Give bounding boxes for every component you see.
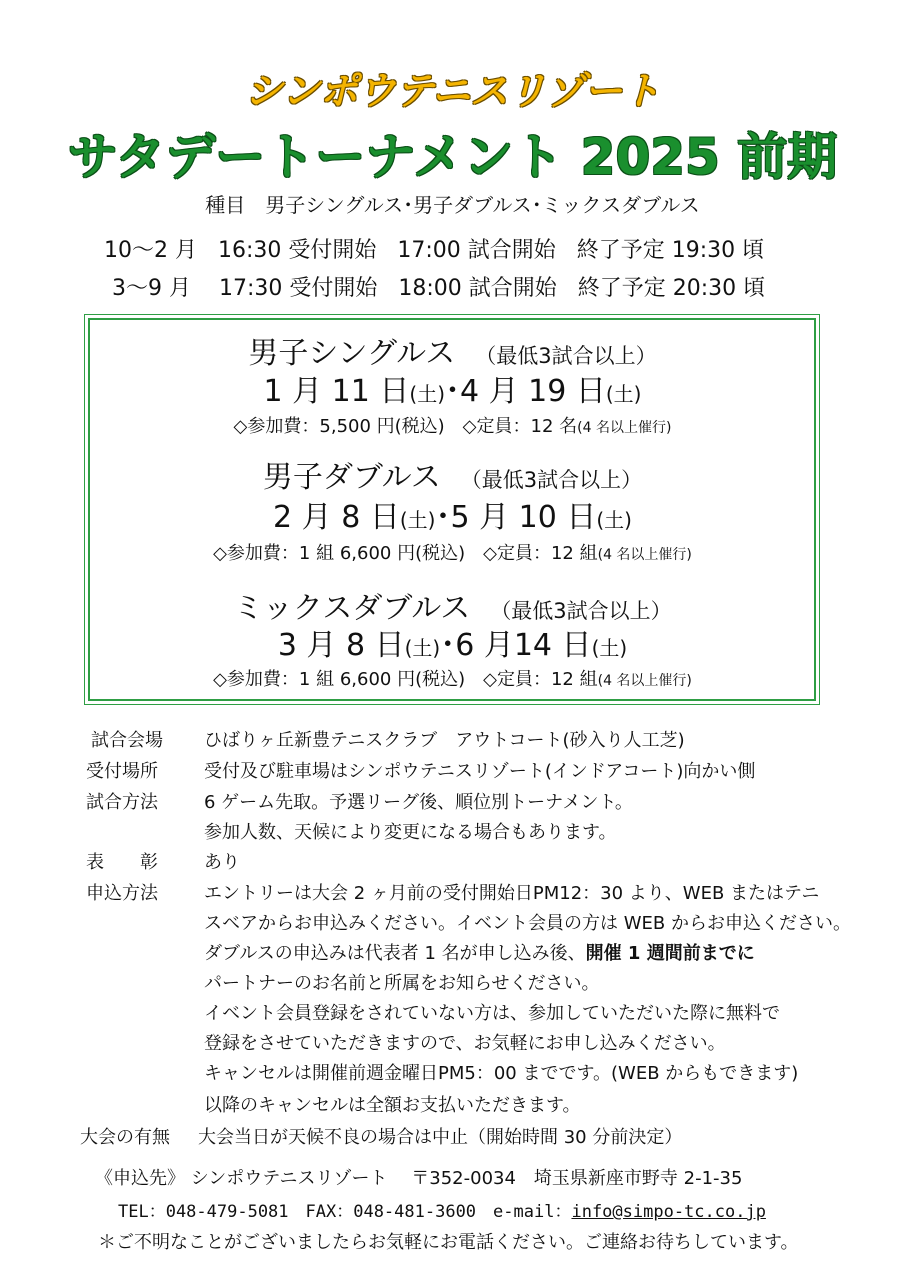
reception-text: 受付及び駐車場はシンポウテニスリゾート(インドアコート)向かい側	[204, 761, 756, 782]
apply-deadline-emphasis: 開催 1 週間前までに	[585, 943, 755, 964]
apply-text-4: パートナーのお名前と所属をお知らせください。	[204, 973, 600, 994]
events-line: 種目 男子シングルス･男子ダブルス･ミックスダブルス	[205, 193, 700, 217]
schedule-reception: 17:30 受付開始	[218, 276, 378, 301]
date-2: ･5 月 10 日	[435, 500, 597, 535]
apply-text-2: スベアからお申込みください。イベント会員の方は WEB からお申込ください。	[204, 913, 851, 934]
apply-text-3	[204, 939, 755, 965]
format-text-1: 6 ゲーム先取。予選リーグ後、順位別トーナメント。	[204, 792, 633, 813]
category-name: 男子シングルス	[248, 336, 456, 371]
day-of-week: (土)	[409, 382, 445, 406]
schedule-months: 3～9 月	[112, 276, 191, 301]
fee-text: ◇参加費：1 組 6,600 円(税込) ◇定員：12 組	[213, 543, 598, 564]
held-text: 大会当日が天候不良の場合は中止（開始時間 30 分前決定）	[198, 1127, 683, 1148]
schedule-start: 17:00 試合開始	[397, 238, 556, 263]
apply-text-3a: ダブルスの申込みは代表者 1 名が申し込み後、	[204, 943, 586, 964]
venue-text: ひばりヶ丘新豊テニスクラブ アウトコート(砂入り人工芝)	[204, 730, 685, 751]
event-title: サタデートーナメント 2025 前期	[67, 128, 838, 186]
format-label: 試合方法	[86, 792, 158, 813]
date-1: 2 月 8 日	[273, 500, 400, 535]
apply-text-6: 登録をさせていただきますので、お気軽にお申し込みください。	[204, 1033, 726, 1054]
email-link[interactable]: info@simpo-tc.co.jp	[571, 1202, 766, 1222]
min-participants-note: (4 名以上催行)	[597, 673, 692, 689]
category-fee	[0, 539, 905, 565]
day-of-week: (土)	[591, 636, 628, 660]
award-text: あり	[204, 852, 240, 873]
category-name: 男子ダブルス	[262, 460, 441, 495]
apply-text-7: キャンセルは開催前週金曜日PM5：00 までです。(WEB からもできます)	[204, 1063, 799, 1084]
day-of-week: (土)	[605, 382, 642, 406]
category-heading	[0, 452, 905, 496]
category-name: ミックスダブルス	[233, 591, 471, 626]
held-label: 大会の有無	[80, 1127, 170, 1148]
award-label: 表 彰	[86, 852, 158, 873]
category-dates	[0, 620, 905, 664]
day-of-week: (土)	[399, 508, 436, 532]
category-min-matches: （最低3試合以上）	[490, 599, 672, 623]
schedule-row	[112, 271, 765, 302]
min-participants-note: (4 名以上催行)	[577, 420, 672, 436]
day-of-week: (土)	[404, 636, 441, 660]
fee-text: ◇参加費：1 組 6,600 円(税込) ◇定員：12 組	[213, 669, 598, 690]
venue-label: 試合会場	[91, 730, 163, 751]
apply-label: 申込方法	[86, 883, 158, 904]
brand-title: シンポウテニスリゾート	[244, 69, 661, 113]
apply-to-line: 《申込先》 シンポウテニスリゾート 〒352-0034 埼玉県新座市野寺 2-1-35	[95, 1168, 743, 1189]
contact-line	[118, 1197, 766, 1222]
apply-text-5: イベント会員登録をされていない方は、参加していただいた際に無料で	[204, 1003, 780, 1024]
fee-text: ◇参加費：5,500 円(税込) ◇定員：12 名	[233, 416, 578, 437]
apply-text-8: 以降のキャンセルは全額お支払いただきます。	[204, 1095, 581, 1116]
apply-text-1: エントリーは大会 2 ヶ月前の受付開始日PM12：30 より、WEB またはテニ	[204, 883, 820, 904]
category-min-matches: （最低3試合以上）	[460, 468, 643, 492]
schedule-start: 18:00 試合開始	[398, 276, 557, 301]
category-fee	[0, 665, 905, 691]
category-fee	[0, 412, 905, 438]
schedule-end: 終了予定 20:30 頃	[577, 276, 766, 301]
date-2: ･4 月 19 日	[445, 374, 606, 409]
day-of-week: (土)	[596, 508, 632, 532]
category-min-matches: （最低3試合以上）	[475, 344, 657, 368]
format-text-2: 参加人数、天候により変更になる場合もあります。	[204, 822, 617, 843]
date-1: 1 月 11 日	[263, 374, 410, 409]
min-participants-note: (4 名以上催行)	[597, 547, 692, 563]
date-2: ･6 月14 日	[440, 628, 592, 663]
schedule-months: 10～2 月	[104, 238, 197, 263]
reception-label: 受付場所	[86, 761, 158, 782]
category-dates	[0, 366, 905, 410]
schedule-row	[104, 233, 764, 264]
category-dates	[0, 492, 905, 536]
contact-text: TEL：048-479-5081 FAX：048-481-3600 e-mail：	[118, 1202, 572, 1222]
schedule-end: 終了予定 19:30 頃	[576, 238, 765, 263]
inquiry-note: ＊ご不明なことがございましたらお気軽にお電話ください。ご連絡お待ちしています。	[98, 1232, 799, 1253]
date-1: 3 月 8 日	[277, 628, 405, 663]
schedule-reception: 16:30 受付開始	[217, 238, 377, 263]
